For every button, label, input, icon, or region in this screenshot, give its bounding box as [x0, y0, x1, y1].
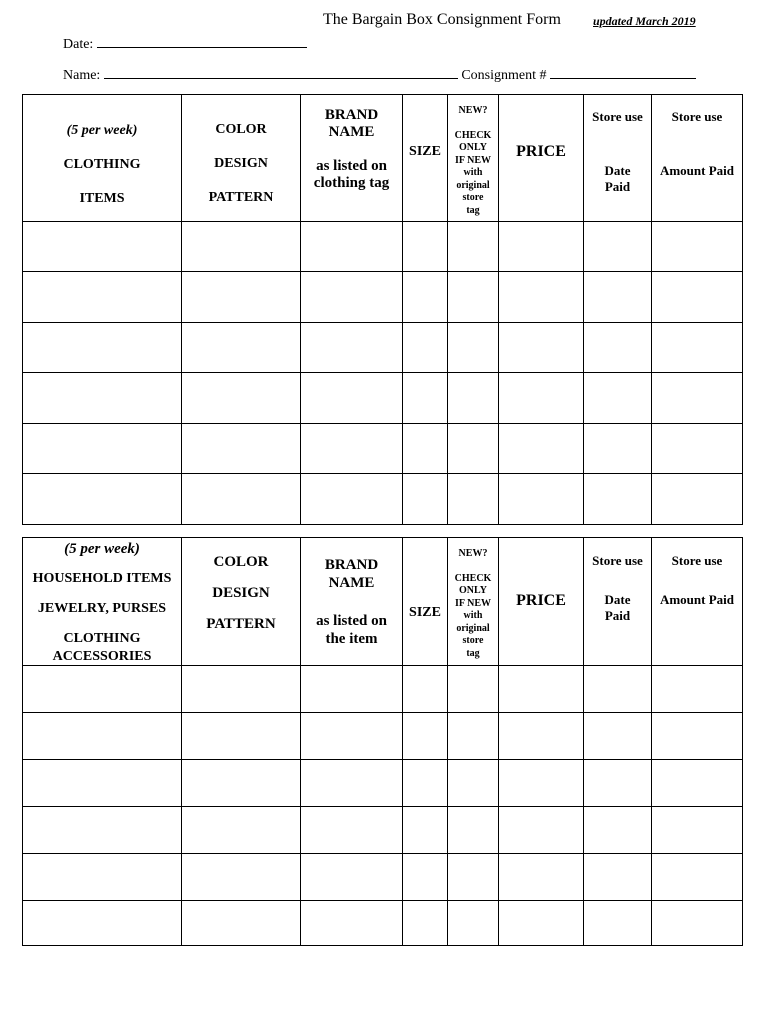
entry-cell[interactable] — [652, 222, 743, 272]
entry-cell[interactable] — [499, 424, 584, 474]
entry-cell[interactable] — [584, 272, 652, 323]
entry-cell[interactable] — [448, 854, 499, 901]
entry-cell[interactable] — [23, 272, 182, 323]
entry-cell[interactable] — [584, 222, 652, 272]
entry-cell[interactable] — [499, 323, 584, 373]
entry-cell[interactable] — [403, 760, 448, 807]
table-row — [23, 272, 743, 323]
entry-cell[interactable] — [301, 474, 403, 525]
entry-cell[interactable] — [403, 666, 448, 713]
entry-cell[interactable] — [23, 713, 182, 760]
col-price-header: PRICE — [499, 95, 584, 222]
table-row — [23, 807, 743, 854]
entry-cell[interactable] — [652, 713, 743, 760]
entry-cell[interactable] — [584, 713, 652, 760]
date-field-row — [63, 33, 307, 53]
table-row — [23, 901, 743, 946]
table2-header-row — [23, 538, 743, 666]
entry-cell[interactable] — [403, 901, 448, 946]
table-row — [23, 713, 743, 760]
col-household-header: (5 per week) HOUSEHOLD ITEMS JEWELRY, PURSES CLOTHING ACCESSORIES — [23, 538, 182, 666]
entry-cell[interactable] — [652, 760, 743, 807]
col-size-header: SIZE — [403, 95, 448, 222]
entry-cell[interactable] — [448, 807, 499, 854]
entry-cell[interactable] — [448, 713, 499, 760]
entry-cell[interactable] — [182, 373, 301, 424]
entry-cell[interactable] — [23, 323, 182, 373]
col-clothing-header: (5 per week) CLOTHING ITEMS — [23, 95, 182, 222]
entry-cell[interactable] — [301, 323, 403, 373]
entry-cell[interactable] — [403, 222, 448, 272]
table-row — [23, 323, 743, 373]
table-row — [23, 760, 743, 807]
form-title: The Bargain Box Consignment Form — [323, 11, 561, 28]
col-brand-header: BRAND NAME as listed on clothing tag — [301, 95, 403, 222]
entry-cell[interactable] — [182, 760, 301, 807]
entry-cell[interactable] — [652, 854, 743, 901]
entry-cell[interactable] — [23, 901, 182, 946]
entry-cell[interactable] — [182, 474, 301, 525]
col-amount-paid-header: Store use Amount Paid — [652, 538, 743, 666]
entry-cell[interactable] — [23, 854, 182, 901]
entry-cell[interactable] — [448, 272, 499, 323]
table-row — [23, 666, 743, 713]
col-date-paid-header: Store use Date Paid — [584, 538, 652, 666]
name-field-row — [63, 64, 696, 84]
entry-cell[interactable] — [403, 272, 448, 323]
table-row — [23, 222, 743, 272]
entry-cell[interactable] — [23, 760, 182, 807]
entry-cell[interactable] — [448, 424, 499, 474]
entry-cell[interactable] — [448, 901, 499, 946]
entry-cell[interactable] — [448, 373, 499, 424]
entry-cell[interactable] — [584, 760, 652, 807]
clothing-items-table — [22, 94, 743, 525]
entry-cell[interactable] — [23, 424, 182, 474]
entry-cell[interactable] — [301, 666, 403, 713]
entry-cell[interactable] — [652, 807, 743, 854]
entry-cell[interactable] — [652, 373, 743, 424]
entry-cell[interactable] — [499, 373, 584, 424]
entry-cell[interactable] — [182, 901, 301, 946]
name-input[interactable] — [104, 64, 458, 79]
entry-cell[interactable] — [403, 713, 448, 760]
entry-cell[interactable] — [499, 713, 584, 760]
date-label: Date: — [63, 37, 94, 52]
col-date-paid-header: Store use Date Paid — [584, 95, 652, 222]
entry-cell[interactable] — [652, 901, 743, 946]
entry-cell[interactable] — [23, 807, 182, 854]
entry-cell[interactable] — [584, 474, 652, 525]
entry-cell[interactable] — [652, 474, 743, 525]
table-row — [23, 854, 743, 901]
entry-cell[interactable] — [499, 272, 584, 323]
table-row — [23, 424, 743, 474]
entry-cell[interactable] — [584, 666, 652, 713]
entry-cell[interactable] — [448, 474, 499, 525]
col-new-header: NEW? CHECK ONLY IF NEW with original store tag — [448, 95, 499, 222]
consignment-label: Consignment # — [461, 68, 547, 83]
entry-cell[interactable] — [403, 424, 448, 474]
entry-cell[interactable] — [403, 474, 448, 525]
entry-cell[interactable] — [301, 222, 403, 272]
entry-cell[interactable] — [499, 222, 584, 272]
entry-cell[interactable] — [448, 222, 499, 272]
consignment-input[interactable] — [550, 64, 696, 79]
col-amount-paid-header: Store use Amount Paid — [652, 95, 743, 222]
date-input[interactable] — [97, 33, 307, 48]
entry-cell[interactable] — [499, 666, 584, 713]
entry-cell[interactable] — [652, 272, 743, 323]
col-price-header: PRICE — [499, 538, 584, 666]
entry-cell[interactable] — [584, 854, 652, 901]
table-row — [23, 373, 743, 424]
entry-cell[interactable] — [652, 323, 743, 373]
entry-cell[interactable] — [182, 666, 301, 713]
entry-cell[interactable] — [584, 373, 652, 424]
entry-cell[interactable] — [182, 807, 301, 854]
name-label: Name: — [63, 68, 101, 83]
col-color-header: COLOR DESIGN PATTERN — [182, 538, 301, 666]
entry-cell[interactable] — [584, 424, 652, 474]
entry-cell[interactable] — [301, 807, 403, 854]
table-row — [23, 474, 743, 525]
entry-cell[interactable] — [23, 666, 182, 713]
entry-cell[interactable] — [448, 323, 499, 373]
entry-cell[interactable] — [403, 323, 448, 373]
entry-cell[interactable] — [652, 666, 743, 713]
entry-cell[interactable] — [301, 272, 403, 323]
entry-cell[interactable] — [182, 424, 301, 474]
col-color-header: COLOR DESIGN PATTERN — [182, 95, 301, 222]
entry-cell[interactable] — [499, 807, 584, 854]
entry-cell[interactable] — [301, 713, 403, 760]
entry-cell[interactable] — [403, 807, 448, 854]
entry-cell[interactable] — [584, 901, 652, 946]
entry-cell[interactable] — [652, 424, 743, 474]
col-new-header: NEW? CHECK ONLY IF NEW with original store tag — [448, 538, 499, 666]
entry-cell[interactable] — [182, 323, 301, 373]
entry-cell[interactable] — [301, 424, 403, 474]
entry-cell[interactable] — [403, 854, 448, 901]
entry-cell[interactable] — [499, 854, 584, 901]
entry-cell[interactable] — [182, 854, 301, 901]
entry-cell[interactable] — [448, 760, 499, 807]
entry-cell[interactable] — [584, 323, 652, 373]
updated-date: updated March 2019 — [593, 14, 696, 28]
col-brand-header: BRAND NAME as listed on the item — [301, 538, 403, 666]
entry-cell[interactable] — [403, 373, 448, 424]
entry-cell[interactable] — [182, 272, 301, 323]
entry-cell[interactable] — [499, 474, 584, 525]
entry-cell[interactable] — [301, 373, 403, 424]
col-size-header: SIZE — [403, 538, 448, 666]
entry-cell[interactable] — [23, 222, 182, 272]
table1-header-row — [23, 95, 743, 222]
entry-cell[interactable] — [448, 666, 499, 713]
entry-cell[interactable] — [182, 222, 301, 272]
entry-cell[interactable] — [584, 807, 652, 854]
entry-cell[interactable] — [23, 373, 182, 424]
entry-cell[interactable] — [301, 854, 403, 901]
entry-cell[interactable] — [499, 901, 584, 946]
entry-cell[interactable] — [301, 760, 403, 807]
entry-cell[interactable] — [301, 901, 403, 946]
entry-cell[interactable] — [499, 760, 584, 807]
entry-cell[interactable] — [182, 713, 301, 760]
entry-cell[interactable] — [23, 474, 182, 525]
household-items-table — [22, 537, 743, 946]
